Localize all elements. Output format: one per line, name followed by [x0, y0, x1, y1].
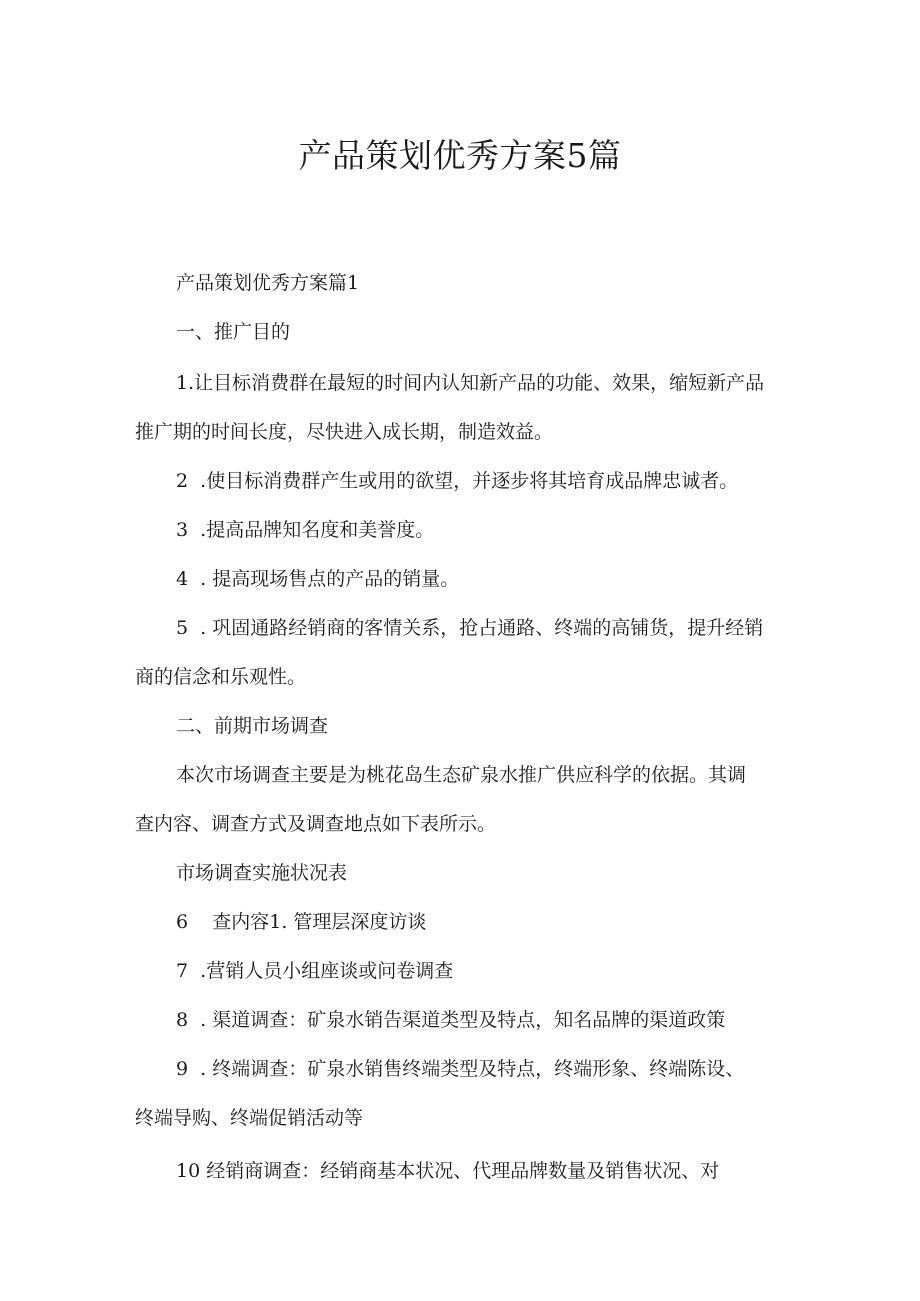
paragraph-line: 4 . 提高现场售点的产品的销量。 [176, 568, 460, 590]
paragraph-line: 商的信念和乐观性。 [135, 666, 307, 688]
paragraph-line: 2 .使目标消费群产生或用的欲望，并逐步将其培育成品牌忠诚者。 [176, 470, 739, 492]
document-title: 产品策划优秀方案5篇 [298, 136, 622, 175]
paragraph-line: 本次市场调查主要是为桃花岛生态矿泉水推广供应科学的依据。其调 [176, 764, 747, 786]
list-item-continuation: 终端导购、终端促销活动等 [135, 1107, 364, 1129]
list-item: 8 . 渠道调查：矿泉水销告渠道类型及特点，知名品牌的渠道政策 [176, 1009, 726, 1031]
paragraph-line: 5 . 巩固通路经销商的客情关系，抢占通路、终端的高铺货，提升经销 [176, 617, 764, 639]
list-item: 9 . 终端调查：矿泉水销售终端类型及特点，终端形象、终端陈设、 [176, 1058, 745, 1080]
paragraph-line: 3 .提高品牌知名度和美誉度。 [176, 519, 435, 541]
list-item: 7 .营销人员小组座谈或问卷调查 [176, 960, 454, 982]
subheading-market-research: 二、前期市场调查 [176, 715, 329, 737]
list-item: 6 查内容1. 管理层深度访谈 [176, 911, 427, 933]
list-item: 10 经销商调查：经销商基本状况、代理品牌数量及销售状况、对 [176, 1160, 720, 1182]
section-heading-1: 产品策划优秀方案篇1 [176, 272, 360, 294]
paragraph-line: 1.让目标消费群在最短的时间内认知新产品的功能、效果，缩短新产品 [176, 372, 765, 394]
table-caption: 市场调查实施状况表 [176, 862, 348, 884]
paragraph-line: 推广期的时间长度，尽快进入成长期，制造效益。 [135, 421, 554, 443]
paragraph-line: 查内容、调查方式及调查地点如下表所示。 [135, 813, 497, 835]
subheading-promotion-goal: 一、推广目的 [176, 321, 291, 343]
